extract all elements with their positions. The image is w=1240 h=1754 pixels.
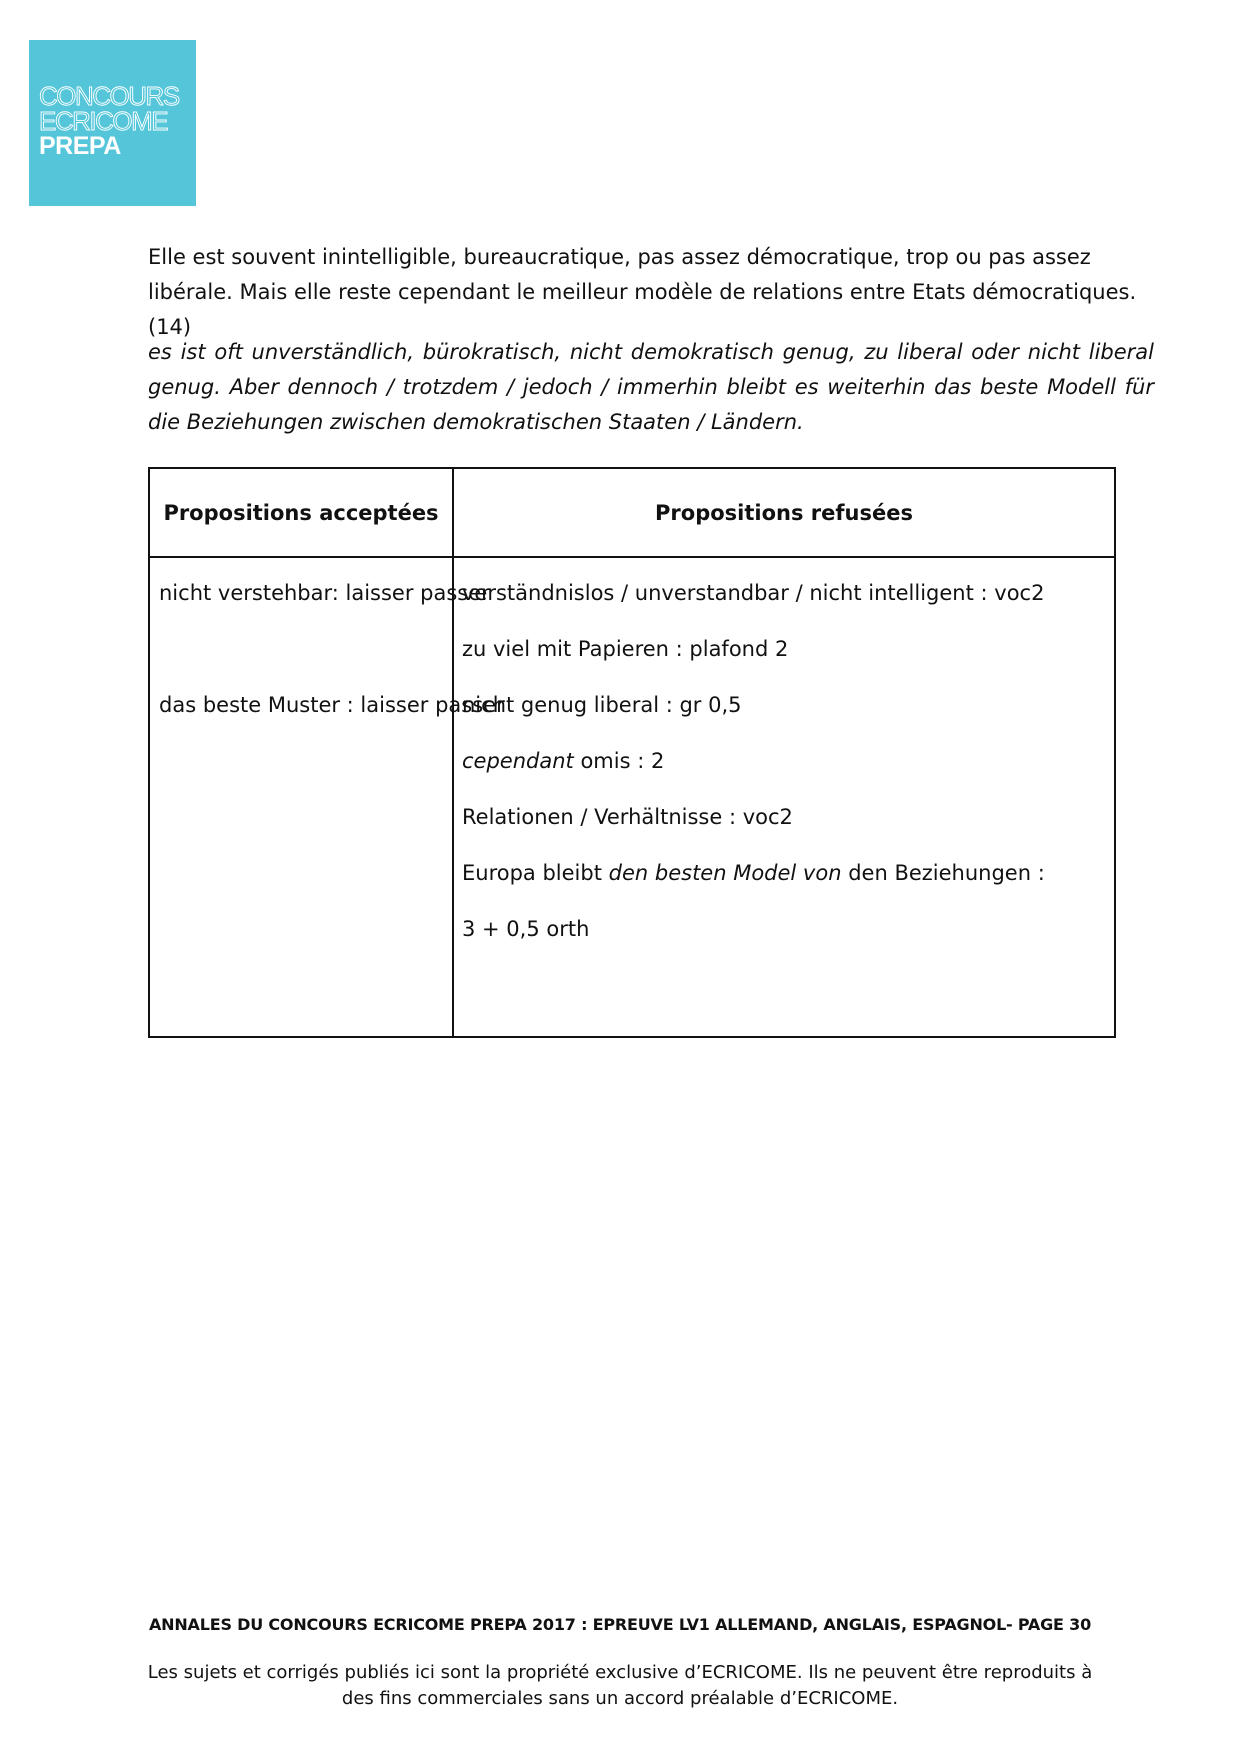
header-accepted: Propositions acceptées — [149, 468, 453, 557]
logo-line-prepa: PREPA — [39, 132, 121, 160]
refused-item: verständnislos / unverstandbar / nicht intelligent : voc2 — [462, 581, 1045, 605]
footer-title: ANNALES DU CONCOURS ECRICOME PREPA 2017 : EPREUVE LV1 ALLEMAND, ANGLAIS, ESPAGNOL- PAGE 30 — [148, 1615, 1092, 1634]
refused-cell — [453, 557, 1115, 1037]
refused-item-end: den Beziehungen : — [841, 861, 1045, 885]
refused-item: 3 + 0,5 orth — [462, 917, 590, 941]
accepted-item — [159, 633, 452, 689]
refused-item: nicht genug liberal : gr 0,5 — [462, 693, 742, 717]
logo-line-concours: CONCOURS — [39, 81, 179, 111]
table-header-row — [149, 468, 1115, 557]
refused-item: zu viel mit Papieren : plafond 2 — [462, 637, 789, 661]
german-translation-text: es ist oft unverständlich, bürokratisch, nicht demokratisch genug, zu liberal oder nicht liberal genug. Aber dennoch / trotzdem / jedoch / immerhin bleibt es weiterhin das beste Modell für die Beziehungen zwischen demokratischen Staaten / Ländern. — [148, 340, 1154, 434]
accepted-cell — [149, 557, 505, 1037]
header-refused: Propositions refusées — [453, 468, 1115, 557]
refused-item-rest: omis : 2 — [573, 749, 665, 773]
refused-item — [462, 745, 1114, 801]
refused-item-italic: cependant — [462, 749, 574, 773]
refused-item — [462, 857, 1114, 913]
accepted-item: das beste Muster : laisser passer — [159, 693, 505, 717]
refused-item-start: Europa bleibt — [462, 861, 609, 885]
refused-item-italic: den besten Model von — [608, 861, 842, 885]
accepted-item: nicht verstehbar: laisser passer — [159, 581, 490, 605]
logo-line-ecricome: ECRICOME — [39, 106, 168, 136]
french-source-text: Elle est souvent inintelligible, bureaucratique, pas assez démocratique, trop ou pas assez libérale. Mais elle reste cependant le meilleur modèle de relations entre Etats démocratiques. (14) — [148, 245, 1137, 339]
footer-copyright: Les sujets et corrigés publiés ici sont la propriété exclusive d’ECRICOME. Ils ne peuvent être reproduits à des fins commerciales sans un accord préalable d’ECRICOME. — [147, 1662, 1093, 1709]
grading-table — [148, 467, 1116, 1038]
refused-item: Relationen / Verhältnisse : voc2 — [462, 805, 793, 829]
ecricome-logo — [29, 40, 196, 206]
table-body-row — [149, 557, 1115, 1037]
